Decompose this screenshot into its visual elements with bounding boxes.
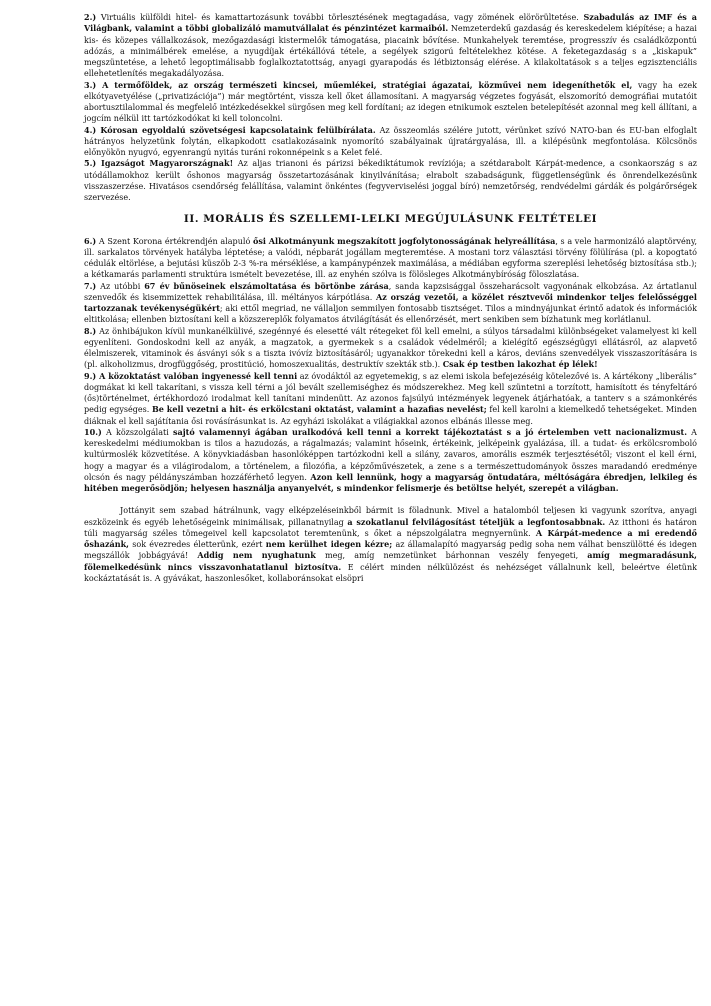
bold-text-run: nem kerülhet idegen kézre; [265, 539, 393, 549]
bold-text-run: Azon kell lennünk, hogy a magyarság öntudatára, méltóságára ébredjen, lelkileg és hitében megerősödjön; helyesen használja anyanyelvét, s mindenkor felismerje és betöltse helyét, szerepét a világban. [84, 471, 697, 493]
text-run: Nemzeterdekű gazdaság és kereskedelem kiépítése; a hazai kis- és közepes vállalkozások, mezőgazdasági kistermelők támogatása, piacaink bővítése. Munkahelyek teremtése, progresszív és családközpontú adózás, a minimálbérek emelése, a nyugdíjak értékállóvá tétele, a segélyek szigorú feltételekhez kötése. A feketegazdaság s a „kiskapuk” megszüntetése, a lehető legoptimálisabb foglalkoztatottság, anyagi gyarapodás és létbiztonság elérése. A kilakoltatások s a teljes egzisztenciális ellehetetlenítés megakadályozása. [84, 24, 697, 79]
text-run: E célért minden nélkülözést és nehézséget vállalnunk kell, beleértve életünk kockáztatását is. A gyávákat, haszonlesőket, kollaboránsokat elsöpri [84, 562, 698, 583]
text-run: Az összeomlás szélére jutott, vérünket szívó NATO-ban és EU-ban elfoglalt hátrányos helyzetünk folytán, elkapkodott csatlakozásaink nyomorító szabályainak újratárgyalása, ill. a kilépésünk megfontolása. Kölcsönös előnyökön nyugvó, egyenrangú nyitás turáni rokonnépeink s a Kelet felé. [84, 125, 697, 157]
text-run: Az itthoni és határon túli magyarság széles tömegeivel kell kapcsolatot teremtenünk, s őket a népszolgálatra megnyernünk. [84, 517, 697, 538]
text-run: A közszolgálati [101, 427, 174, 437]
paragraph [84, 371, 697, 427]
bold-text-run: A Kárpát-medence a mi eredendő őshazánk, [84, 527, 697, 549]
bold-text-run: 67 év bűnöseinek elszámoltatása és börtönbe zárása [144, 280, 389, 291]
text-run: fel kell karolni a kiemelkedő tehetségeket. Minden diáknak el kell sajátítania ősi rovásírásunkat is. Az egyházi iskolákat a világiakkal azonos elbánás illesse meg. [84, 405, 697, 426]
paragraph [84, 12, 697, 80]
text-run: , sanda kapzsisággal összeharácsolt vagyonának elkobzása. Az ártatlanul szenvedők és kisemmizettek rehabilitálása, ill. méltányos kárpótlása. [84, 281, 697, 302]
bold-text-run: Be kell vezetni a hit- és erkölcstani oktatást, valamint a hazafias nevelést; [151, 404, 487, 415]
bold-text-run: Szabadulás az IMF és a Világbank, valamint a többi globalizáló mamutvállalat és pénzintézet karmaiból. [84, 12, 697, 34]
paragraph [84, 158, 697, 203]
paragraphs-before-heading [84, 12, 697, 203]
text-run: A kereskedelmi médiumokban is tilos a hazudozás, a rágalmazás; valamint hőseink, értékeink, jelképeink gyalázása, ill. a tudat- és erkölcsromboló kultúrmoslék közvetítése. A könyvkiadásban hasonlóképpen tartózkodni kell a silány, zavaros, amorális eszmék terjesztésétől; viszont el kell érni, hogy a magyar és a világirodalom, a történelem, a filozófia, a képzőművészetek, a zene s a természettudományok összes maradandó eredménye olcsón és nagy példányszámban hozzáférhető legyen. [84, 427, 697, 482]
bold-text-run: amíg megmaradásunk, fölemelkedésünk nincs visszavonhatatlanul biztosítva. [84, 550, 697, 572]
bold-text-run: ősi Alkotmányunk megszakított jogfolytonosságának helyreállítása [252, 235, 556, 246]
paragraph [84, 427, 697, 495]
text-run: vagy ha ezek elkótyavetyélése („privatizációja”) már megtörtént, vissza kell őket államosítani. A magyarság végzetes fogyását, elszomorító demográfiai mutatóit abortusztilalommal és megfelelő intézkedésekkel sürgősen meg kell fordítani; az idegen etnikumok esztelen betelepítését azonnal meg kell állítani, a jogcím nélkül itt tartózkodókat ki kell toloncolni. [84, 80, 697, 124]
text-run: , s a vele harmonizáló alaptörvény, ill. sarkalatos törvények hatályba léptetése; a valódi, népbarát jogállam megteremtése. A mostani torz választási törvény fölülírása (pl. a kopogtató cédulák eltörlése, a bejutási küszöb 2-3 %-ra mérséklése, a kampánypénzek maximálása, a médiában egyforma szereplési lehetőség biztosítása stb.); a kétkamarás parlamenti struktúra ismételt bevezetése, ill. az enyhén szólva is fölösleges Alkotmánybíróság föloszlatása. [84, 236, 697, 280]
bold-text-run: Az ország vezetői, a közélet résztvevői mindenkor teljes felelősséggel tartozzanak tevékenységükért [84, 291, 697, 313]
text-run: az államalapító magyarság pedig soha nem válhat benszülötté és idegen megszállók jobbágyává! [84, 540, 697, 561]
bold-text-run: Csak ép testben lakozhat ép lélek! [442, 359, 598, 370]
section-heading: II. MORÁLIS ÉS SZELLEMI-LELKI MEGÚJULÁSUNK FELTÉTELEI [183, 213, 598, 226]
text-run: Az önhibájukon kívül munkanélkülivé, szegénnyé és elesetté vált rétegeket föl kell emelni, a súlyos társadalmi különbségeket valamelyest ki kell egyenlíteni. Gondoskodni kell az anyák, a magzatok, a gyermekek s a családok védelméről; a kielégítő egészségügyi ellátásról, az alapvető élelmiszerek, vitaminok és ásványi sók s a tiszta ivóvíz biztosításáról; ugyanakkor törekedni kell a káros, deviáns szenvedélyek visszaszorítására is (pl. alkoholizmus, drogfüggőség, prostitúció, homoszexualitás, destruktív szekták stb.). [84, 326, 697, 370]
bold-text-run: 6.) [84, 235, 97, 246]
text-run: az óvodáktól az egyetemekig, s az elemi iskola befejezéséig kötelezővé is. A kártékony „liberális” dogmákat ki kell takarítani, s vissza kell térni a jól bevált szellemiséghez és módszerekhez. Meg kell szüntetni a torzított, hamisított és tényfeltáró (ős)történelmet, értékhordozó irodalmat kell tanítani mindenütt. Az azonos fajsúlyú intézmények legyenek átjárhatóak, a tanterv s a számonkérés pedig egységes. [84, 371, 697, 415]
bold-text-run: 7.) [84, 280, 97, 291]
text-run: Az aljas trianoni és párizsi békediktátumok revíziója; a szétdarabolt Kárpát-medence, a csonkaország s az utódállamokhoz került őshonos magyarság összetartozásának kinyilvánítása; elrabolt szabadságunk, függetlenségünk és önrendelkezésünk visszaszerzése. Hivatásos csendőrség felállítása, valamint önkéntes (fegyverviselési joggal bíró) nemzetőrség, rendvédelmi gárdák és polgárőrségek szervezése. [84, 159, 697, 202]
text-run: ; aki ettől megriad, ne vállaljon semmilyen fontosabb tisztséget. Tilos a mindnyájunkat érintő adatok és információk eltitkolása; ellenben biztosítani kell a közszereplők folyamatos átvilágítását és ellenőrzését, mert senkiben sem bízhatunk meg korlátlanul. [84, 304, 697, 325]
paragraphs-after-heading [84, 236, 697, 585]
paragraph-gap [84, 494, 697, 505]
bold-text-run: a szokatlanul felvilágosítást tételjük a legfontosabbnak. [347, 516, 606, 527]
bold-text-run: 5.) Igazságot Magyarországnak! [84, 158, 234, 169]
bold-text-run: 8.) [84, 325, 97, 336]
paragraph [84, 125, 697, 159]
text-run: meg, amíg nemzetünket bárhonnan veszély fenyegeti, [315, 551, 588, 561]
text-run: Az utóbbi [96, 281, 145, 291]
text-run: Virtuális külföldi hitel- és kamattartozásunk további törlesztésének megtagadása, vagy zömének elörörültetése. [96, 13, 584, 22]
paragraph [84, 236, 697, 281]
bold-text-run: Addig nem nyughatunk [197, 550, 316, 561]
bold-text-run: 3.) A termőföldek, az ország természeti kincsei, műemlékei, stratégiai ágazatai, közművei nem idegeníthetők el, [84, 79, 633, 90]
bold-text-run: 9.) A közoktatást valóban ingyenessé kell tenni [84, 370, 298, 381]
bold-text-run: 4.) Kórosan egyoldalú szövetségesi kapcsolataink felülbírálata. [84, 124, 376, 135]
paragraph [84, 80, 697, 125]
text-run: Jottányit sem szabad hátrálnunk, vagy elképzeléseinkből bármit is föladnunk. Mivel a hatalomból teljesen ki vagyunk szorítva, anyagi eszközeink és egyéb lehetőségeink minimálisak, pillanatnyilag [84, 506, 697, 527]
bold-text-run: 10.) [84, 426, 102, 437]
bold-text-run: sajtó valamennyi ágában uralkodóvá kell tenni a korrekt tájékoztatást s a jó értelemben vett nacionalizmust. [173, 426, 688, 437]
text-run: sok évezredes életterünk, ezért [128, 540, 266, 549]
paragraph [84, 326, 697, 371]
paragraph [84, 281, 697, 326]
paragraph [84, 505, 697, 584]
bold-text-run: 2.) [84, 12, 97, 22]
text-run: A Szent Korona értékrendjén alapuló [96, 236, 253, 246]
